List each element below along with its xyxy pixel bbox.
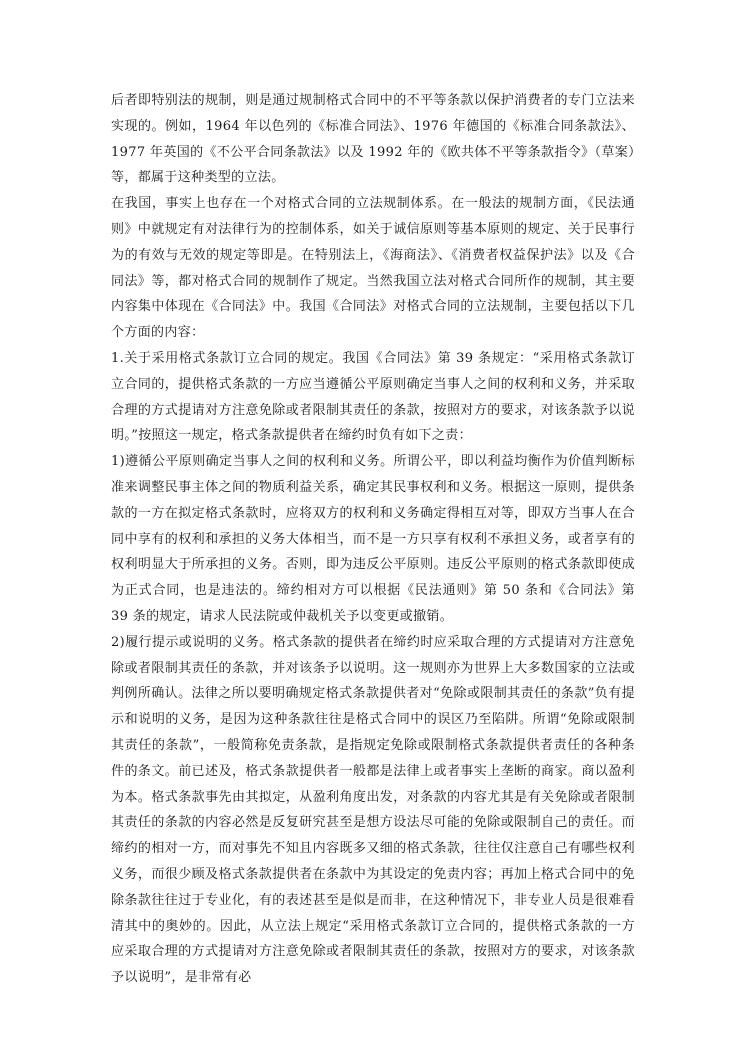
paragraph-china-regulation: 在我国，事实上也存在一个对格式合同的立法规制体系。在一般法的规制方面，《民法通则》中就规定有对法律行为的控制体系，如关于诚信原则等基本原则的规定、关于民事行为的有效与无效的规定等即是。在特别法上，《海商法》、《消费者权益保护法》以及《合同法》等，都对格式合同的规制作了规定。当然我国立法对格式合同所作的规制，其主要内容集中体现在《合同法》中。我国《合同法》对格式合同的立法规制，主要包括以下几个方面的内容：	[111, 196, 635, 341]
paragraph-special-law: 后者即特别法的规制，则是通过规制格式合同中的不平等条款以保护消费者的专门立法来实现的。例如，1964 年以色列的《标准合同法》、1976 年德国的《标准合同条款法》、1977 年英国的《不公平合同条款法》以及 1992 年的《欧共体不平等条款指令》（草案）等，都属于这种类型的立法。	[111, 93, 635, 186]
paragraph-notice-duty: 2)履行提示或说明的义务。格式条款的提供者在缔约时应采取合理的方式提请对方注意免除或者限制其责任的条款，并对该条予以说明。这一规则亦为世界上大多数国家的立法或判例所确认。法律之所以要明确规定格式条款提供者对“免除或限制其责任的条款”负有提示和说明的义务，是因为这种条款往往是格式合同中的误区乃至陷阱。所谓“免除或限制其责任的条款”，一般简称免责条款，是指规定免除或限制格式条款提供者责任的各种条件的条文。前已述及，格式条款提供者一般都是法律上或者事实上垄断的商家。商以盈利为本。格式条款事先由其拟定，从盈利角度出发，对条款的内容尤其是有关免除或者限制其责任的条款的内容必然是反复研究甚至是想方设法尽可能的免除或限制自己的责任。而缔约的相对一方，而对事先不知且内容既多又细的格式条款，往往仅注意自己有哪些权利义务，而很少顾及格式条款提供者在条款中为其设定的免责内容；再加上格式合同中的免除条款往往过于专业化，有的表述甚至是似是而非，在这种情况下，非专业人员是很难看清其中的奥妙的。因此，从立法上规定“采用格式条款订立合同的，提供格式条款的一方应采取合理的方式提请对方注意免除或者限制其责任的条款，按照对方的要求，对该条款予以说明”，是非常有必	[111, 634, 635, 986]
document-body	[111, 88, 635, 991]
paragraph-article-39: 1.关于采用格式条款订立合同的规定。我国《合同法》第 39 条规定：“采用格式条款订立合同的，提供格式条款的一方应当遵循公平原则确定当事人之间的权利和义务，并采取合理的方式提请对方注意免除或者限制其责任的条款，按照对方的要求，对该条款予以说明。”按照这一规定，格式条款提供者在缔约时负有如下之责：	[111, 350, 635, 444]
paragraph-fairness-principle: 1)遵循公平原则确定当事人之间的权利和义务。所谓公平，即以利益均衡作为价值判断标准来调整民事主体之间的物质利益关系，确定其民事权利和义务。根据这一原则，提供条款的一方在拟定格式条款时，应将双方的权利和义务确定得相互对等，即双方当事人在合同中享有的权利和承担的义务大体相当，而不是一方只享有权利不承担义务，或者享有的权利明显大于所承担的义务。否则，即为违反公平原则。违反公平原则的格式条款即使成为正式合同，也是违法的。缔约相对方可以根据《民法通则》第 50 条和《合同法》第 39 条的规定，请求人民法院或仲裁机关予以变更或撤销。	[111, 454, 635, 624]
